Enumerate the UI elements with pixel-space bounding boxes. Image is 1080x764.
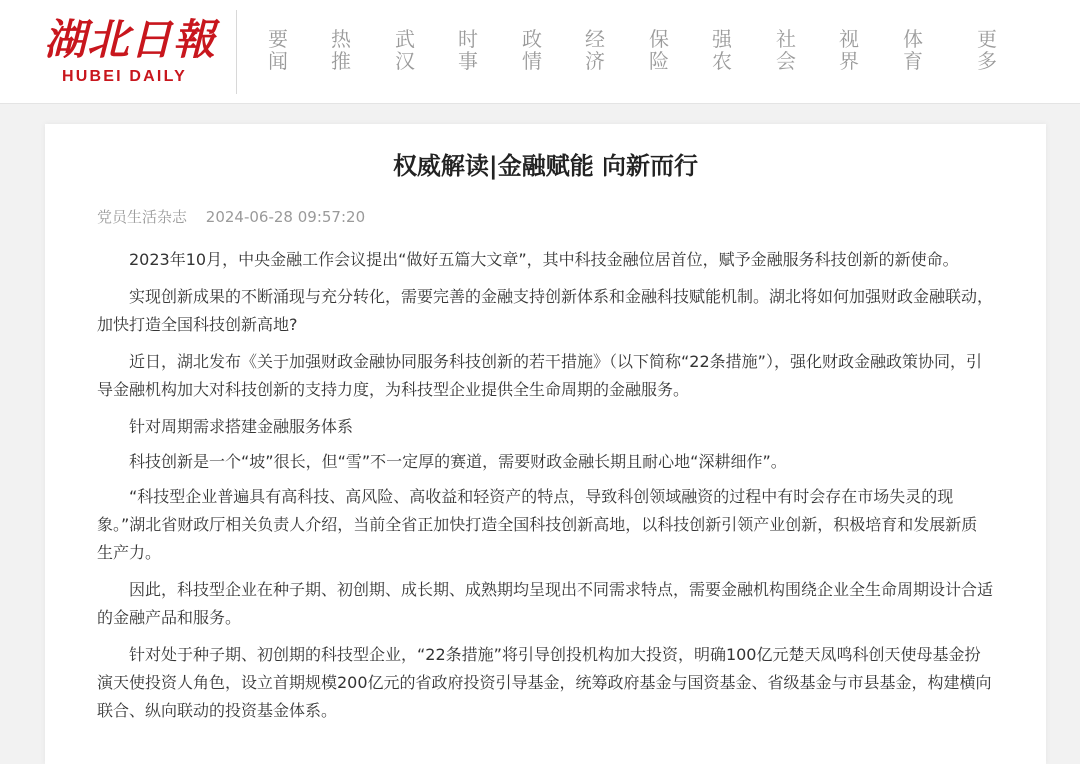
hubei-daily-logo[interactable]	[40, 12, 220, 94]
logo-english-text: HUBEI DAILY	[62, 68, 187, 85]
nav-label: 视	[839, 27, 859, 51]
nav-label: 保	[649, 27, 669, 51]
nav-label: 武	[395, 27, 415, 51]
nav-label: 更	[977, 27, 997, 51]
nav-item-more[interactable]	[967, 28, 1007, 72]
nav-item-society[interactable]	[766, 28, 806, 72]
nav-item-news[interactable]	[258, 28, 298, 72]
nav-item-agriculture[interactable]	[702, 28, 742, 72]
nav-label: 会	[776, 49, 796, 73]
nav-label: 育	[903, 49, 923, 73]
article-meta	[97, 206, 365, 227]
nav-label: 闻	[268, 49, 288, 73]
nav-label: 热	[331, 27, 351, 51]
article-paragraph: 科技创新是一个“坡”很长，但“雪”不一定厚的赛道，需要财政金融长期且耐心地“深耕细作”。	[129, 452, 787, 471]
nav-item-sports[interactable]	[893, 28, 933, 72]
nav-label: 强	[712, 27, 732, 51]
nav-item-current-affairs[interactable]	[448, 28, 488, 72]
article-body	[97, 246, 993, 734]
nav-item-horizon[interactable]	[829, 28, 869, 72]
nav-label: 时	[458, 27, 478, 51]
nav-item-insurance[interactable]	[639, 28, 679, 72]
nav-label: 社	[776, 27, 796, 51]
header-divider	[236, 10, 237, 94]
article-paragraph: 因此，科技型企业在种子期、初创期、成长期、成熟期均呈现出不同需求特点，需要金融机构围绕企业全生命周期设计合适的金融产品和服务。	[97, 580, 994, 627]
article-date: 2024-06-28 09:57:20	[205, 208, 366, 226]
nav-label: 汉	[395, 49, 415, 73]
logo-chinese-text: 湖北日報	[44, 15, 217, 64]
nav-item-economy[interactable]	[575, 28, 615, 72]
article-paragraph: 实现创新成果的不断涌现与充分转化，需要完善的金融支持创新体系和金融科技赋能机制。湖北将如何加强财政金融联动，加快打造全国科技创新高地?	[97, 287, 994, 334]
nav-label: 情	[522, 49, 542, 73]
article-source: 党员生活杂志	[97, 208, 188, 226]
nav-label: 经	[585, 27, 605, 51]
article-paragraph: “科技型企业普遍具有高科技、高风险、高收益和轻资产的特点，导致科创领域融资的过程中有时会存在市场失灵的现象。”湖北省财政厅相关负责人介绍，当前全省正加快打造全国科技创新高地，以科技创新引领产业创新，积极培育和发展新质生产力。	[97, 487, 978, 562]
article-subheading: 针对周期需求搭建金融服务体系	[129, 417, 354, 436]
main-nav	[258, 28, 1068, 78]
nav-label: 多	[977, 49, 997, 73]
nav-label: 政	[522, 27, 542, 51]
nav-item-hot[interactable]	[321, 28, 361, 72]
nav-item-politics[interactable]	[512, 28, 552, 72]
article-paragraph: 近日，湖北发布《关于加强财政金融协同服务科技创新的若干措施》（以下简称“22条措施”），强化财政金融政策协同，引导金融机构加大对科技创新的支持力度，为科技型企业提供全生命周期的金融服务。	[97, 352, 982, 399]
nav-item-wuhan[interactable]	[385, 28, 425, 72]
nav-label: 推	[331, 49, 351, 73]
article-card	[45, 124, 1046, 764]
nav-label: 险	[649, 49, 669, 73]
article-paragraph: 针对处于种子期、初创期的科技型企业，“22条措施”将引导创投机构加大投资，明确100亿元楚天凤鸣科创天使母基金扮演天使投资人角色，设立首期规模200亿元的省政府投资引导基金，统筹政府基金与国资基金、省级基金与市县基金，构建横向联合、纵向联动的投资基金体系。	[97, 645, 992, 720]
article-paragraph: 2023年10月，中央金融工作会议提出“做好五篇大文章”，其中科技金融位居首位，赋予金融服务科技创新的新使命。	[129, 250, 959, 269]
nav-label: 要	[268, 27, 288, 51]
nav-label: 体	[903, 27, 923, 51]
nav-label: 济	[585, 49, 605, 73]
article-title: 权威解读|金融赋能 向新而行	[392, 152, 699, 180]
nav-label: 农	[712, 49, 732, 73]
site-header	[0, 0, 1080, 104]
nav-label: 事	[458, 49, 478, 73]
nav-label: 界	[839, 49, 859, 73]
